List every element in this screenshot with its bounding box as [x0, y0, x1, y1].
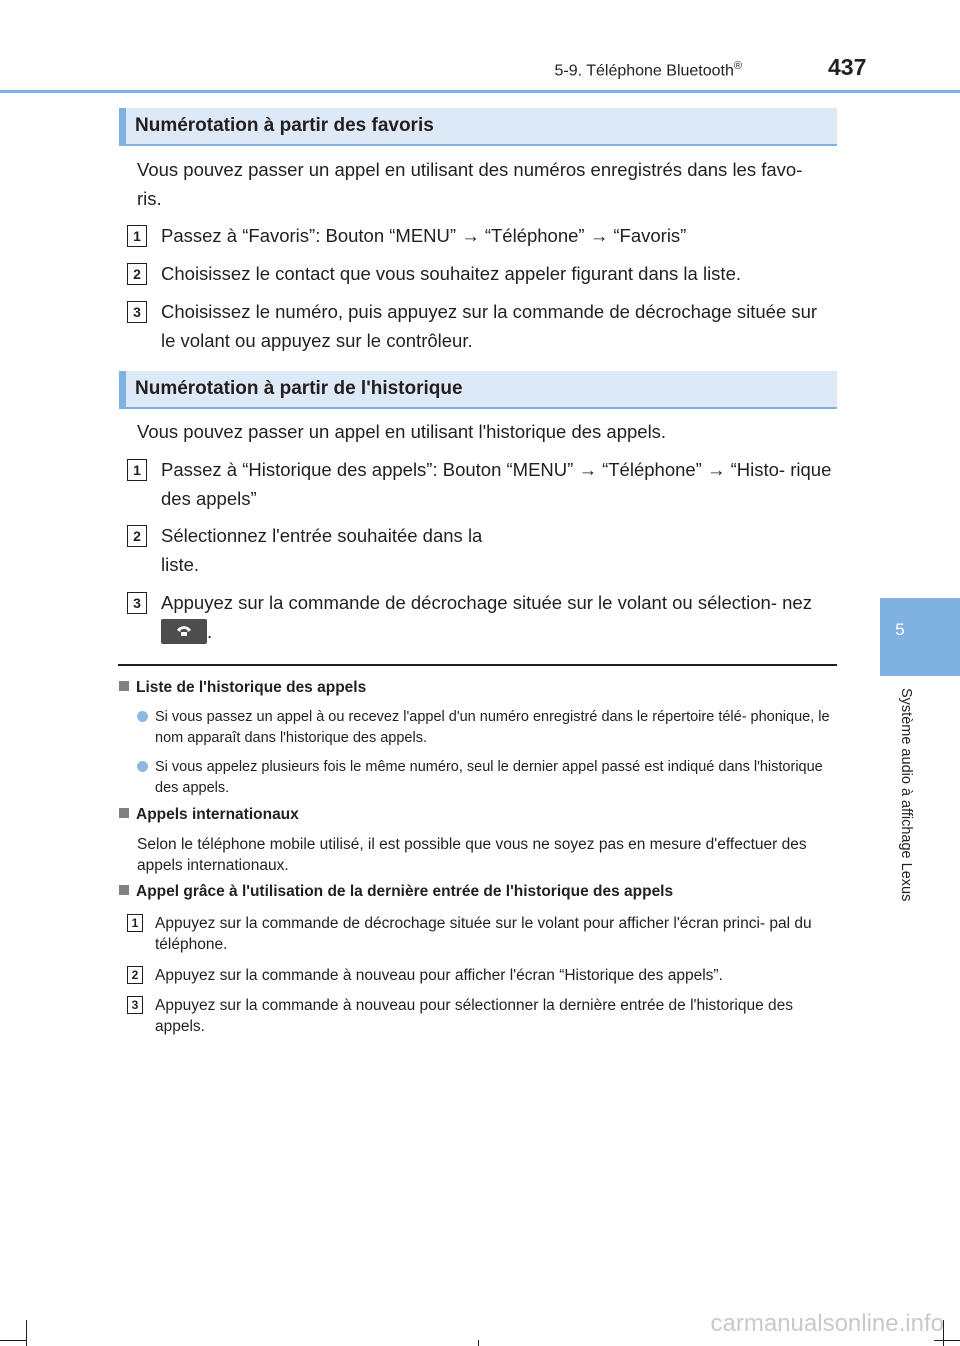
circle-bullet-icon — [137, 711, 148, 722]
step-number: 1 — [127, 459, 147, 481]
page-number: 437 — [828, 54, 867, 80]
square-bullet-icon — [119, 681, 129, 691]
crop-mark — [26, 1320, 27, 1346]
step-number: 3 — [127, 592, 147, 614]
step-text-main: Appuyez sur la commande de décrochage située sur le volant ou sélection- nez — [161, 592, 812, 613]
phone-icon — [176, 624, 192, 638]
chapter-title: Système audio à affichage Lexus — [898, 688, 914, 902]
section-header-favorites — [119, 108, 837, 146]
phone-call-button — [161, 619, 207, 644]
section-header-history — [119, 371, 837, 409]
step-text: Sélectionnez l'entrée souhaitée dans la liste. — [161, 525, 483, 575]
step-number: 3 — [127, 301, 147, 323]
step-text: Choisissez le numéro, puis appuyez sur la commande de décrochage située sur le volant ou appuyez sur le contrôleur. — [161, 301, 818, 351]
step-text: Appuyez sur la commande à nouveau pour afficher l'écran “Historique des appels”. — [155, 967, 723, 984]
step-text: Passez à “Favoris”: Bouton “MENU” → “Téléphone” → “Favoris” — [161, 225, 687, 246]
step-number: 2 — [127, 966, 143, 984]
step-number: 3 — [127, 996, 143, 1014]
header-rule — [0, 90, 960, 93]
bullet-text: Si vous appelez plusieurs fois le même numéro, seul le dernier appel passé est indiqué dans l'historique des appels. — [155, 759, 823, 796]
watermark: carmanualsonline.info — [710, 1310, 944, 1337]
crop-mark — [0, 1340, 26, 1341]
section-title: Numérotation à partir des favoris — [135, 115, 434, 136]
section-title: Numérotation à partir de l'historique — [135, 378, 463, 399]
step-number: 1 — [127, 225, 147, 247]
note-heading-last-entry: Appel grâce à l'utilisation de la dernière entrée de l'historique des appels — [119, 883, 673, 901]
chapter-tab — [880, 598, 960, 676]
step-text: Appuyez sur la commande à nouveau pour sélectionner la dernière entrée de l'historique des appels. — [155, 997, 793, 1035]
step-number: 1 — [127, 914, 143, 932]
bullet-text: Si vous passez un appel à ou recevez l'appel d'un numéro enregistré dans le répertoire télé- phonique, le nom apparaît dans l'historique des appels. — [155, 709, 830, 746]
step-number: 2 — [127, 525, 147, 547]
step-text-suffix: . — [207, 621, 213, 642]
history-intro: Vous pouvez passer un appel en utilisant l'historique des appels. — [137, 421, 667, 442]
note-heading-history-list: Liste de l'historique des appels — [119, 679, 366, 697]
square-bullet-icon — [119, 885, 129, 895]
crop-mark — [478, 1340, 479, 1346]
notes-divider — [118, 664, 837, 666]
circle-bullet-icon — [137, 761, 148, 772]
crop-mark — [934, 1340, 960, 1341]
step-text: Choisissez le contact que vous souhaitez appeler figurant dans la liste. — [161, 263, 742, 284]
step-text: Passez à “Historique des appels”: Bouton “MENU” → “Téléphone” → “Histo- rique des appels” — [161, 459, 832, 509]
note-international-text: Selon le téléphone mobile utilisé, il est possible que vous ne soyez pas en mesure d'effectuer des appels internationaux. — [137, 836, 807, 874]
square-bullet-icon — [119, 808, 129, 818]
header-section-title: 5-9. Téléphone Bluetooth® — [554, 60, 742, 80]
chapter-number: 5 — [895, 620, 905, 639]
step-text: Appuyez sur la commande de décrochage située sur le volant pour afficher l'écran princi- pal du téléphone. — [155, 915, 812, 953]
favorites-intro: Vous pouvez passer un appel en utilisant des numéros enregistrés dans les favo- ris. — [137, 159, 803, 209]
note-heading-international: Appels internationaux — [119, 806, 299, 824]
step-number: 2 — [127, 263, 147, 285]
step-text — [161, 588, 833, 646]
